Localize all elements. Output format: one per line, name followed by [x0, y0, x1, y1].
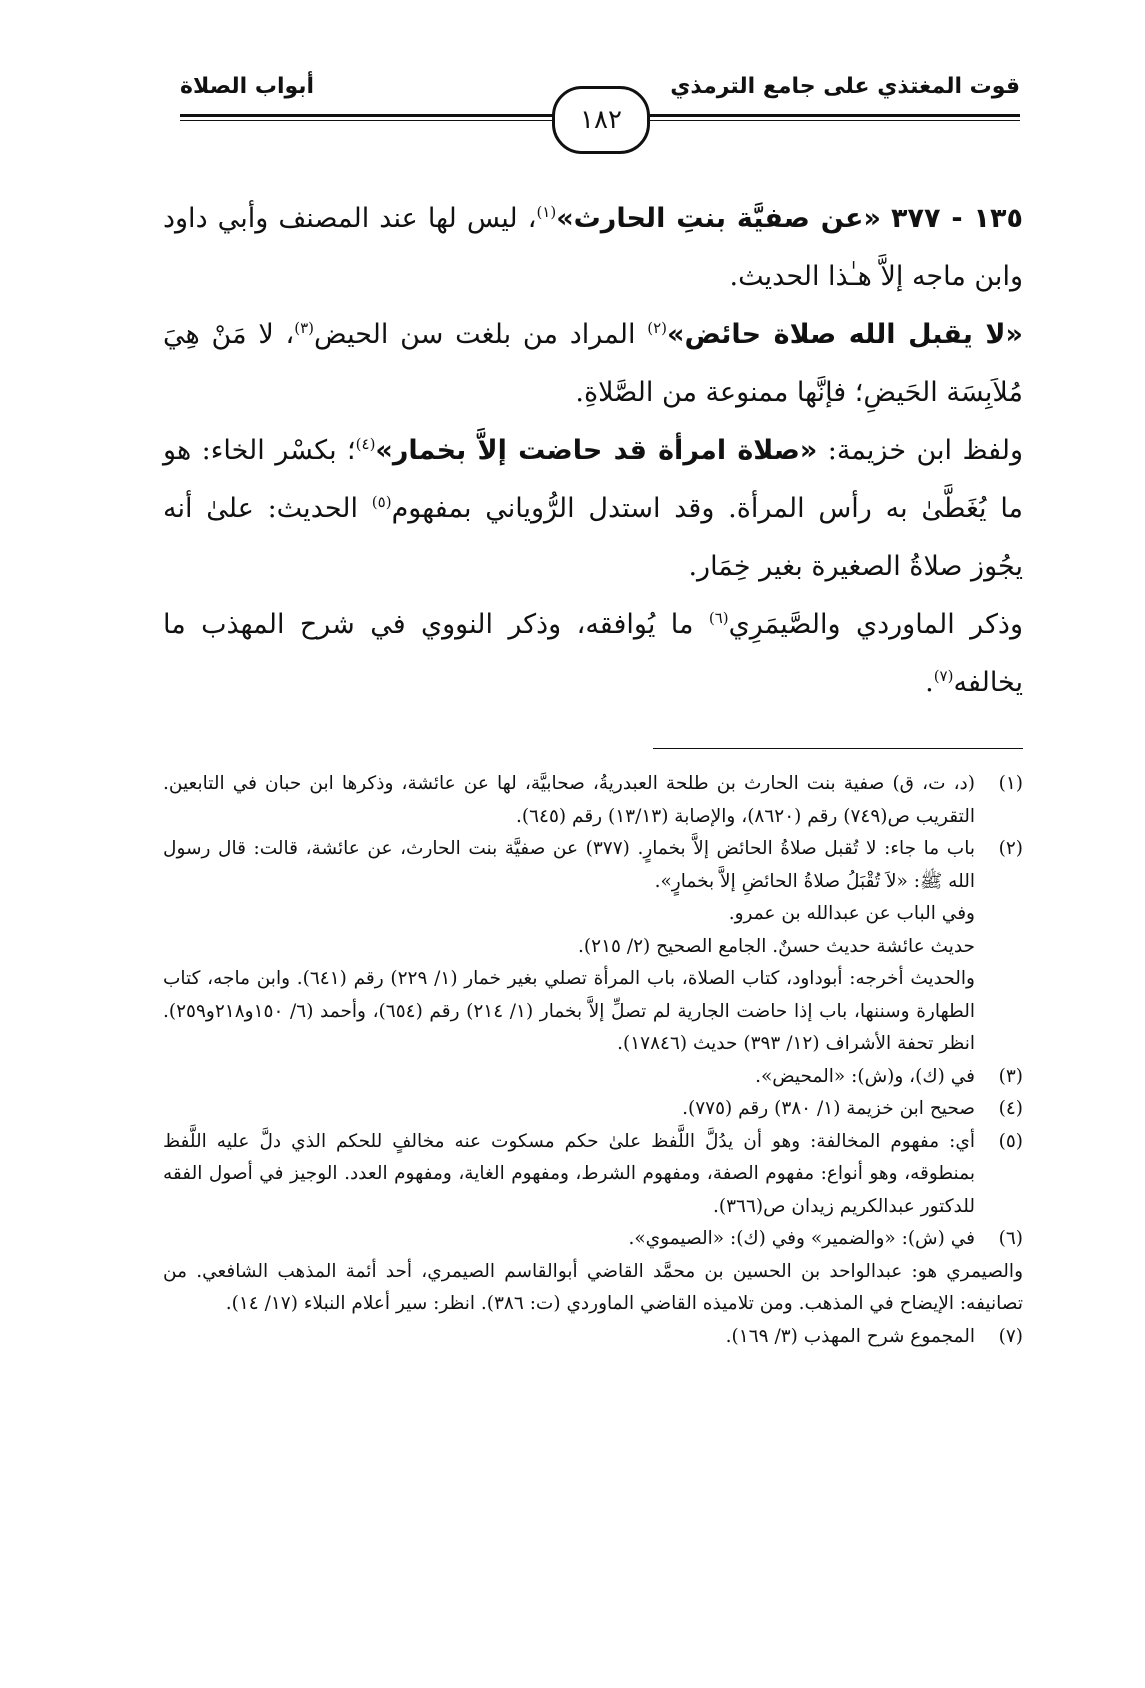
- footnote-text: في (ش): «والضمير» وفي (ك): «الصيموي».: [628, 1228, 975, 1249]
- paragraph-1-text: ، ليس لها عند المصنف وأبي داود وابن ماجه إلاَّ هـٰذا الحديث.: [163, 203, 1023, 292]
- footnote-3: [163, 1061, 1023, 1094]
- footnote-number: (١): [998, 773, 1023, 794]
- paragraph-2-text: المراد من بلغت سن الحيض: [314, 319, 648, 350]
- main-text: [163, 190, 1023, 712]
- footnote-text: صحيح ابن خزيمة (١/ ٣٨٠) رقم (٧٧٥).: [682, 1098, 975, 1119]
- footnote-ref-3[interactable]: (٣): [294, 319, 314, 337]
- footnote-number: (٤): [998, 1098, 1023, 1119]
- footnote-6: [163, 1223, 1023, 1256]
- header-rule-left: [180, 114, 560, 121]
- footnote-number: (٣): [998, 1065, 1023, 1087]
- footnote-number: (٧): [998, 1325, 1023, 1347]
- footnote-number: (٥): [998, 1130, 1023, 1152]
- footnote-number: (٦): [998, 1228, 1023, 1249]
- paragraph-3-start: ولفظ ابن خزيمة:: [817, 435, 1023, 466]
- narrator-quote: «عن صفيَّة بنتِ الحارث»: [556, 203, 881, 234]
- footnote-ref-5[interactable]: (٥): [371, 493, 392, 511]
- footnote-2: [163, 833, 1023, 898]
- book-title: قوت المغتذي على جامع الترمذي: [670, 74, 1020, 99]
- footnote-ref-1[interactable]: (١): [536, 203, 557, 221]
- ibn-khuzayma-quote: «صلاة امرأة قد حاضت إلاَّ بخمار»: [375, 435, 818, 466]
- footnote-text: المجموع شرح المهذب (٣/ ١٦٩).: [725, 1325, 975, 1347]
- footnote-2-line-3: حديث عائشة حديث حسنٌ. الجامع الصحيح (٢/ ٢١٥).: [578, 935, 975, 957]
- paragraph-4-start: وذكر الماوردي والصَّيمَرِي: [728, 609, 1023, 640]
- paragraph-1: [163, 190, 1023, 306]
- footnote-4: [163, 1093, 1023, 1126]
- paragraph-2: [163, 306, 1023, 422]
- footnote-2-line-4: والحديث أخرجه: أبوداود، كتاب الصلاة، باب المرأة تصلي بغير خمار (١/ ٢٢٩) رقم (٦٤١). وابن ماجه، كتاب الطهارة وسننها، باب إذا حاضت الجارية لم تصلِّ إلاَّ بخمار (١/ ٢١٤) رقم (٦٥٤)، وأحمد (٦/ ١٥٠و٢١٨و٢٥٩). انظر تحفة الأشراف (١٢/ ٣٩٣) حديث (١٧٨٤٦).: [163, 968, 975, 1054]
- hadith-number: ١٣٥ - ٣٧٧: [891, 203, 1023, 234]
- paragraph-3-text: ؛ بكسْر الخاء: هو ما يُغَطَّىٰ به رأس المرأة. وقد استدل الرُّوياني بمفهوم: [163, 435, 1024, 524]
- footnote-number: (٢): [998, 838, 1023, 859]
- paragraph-2-rest: ، لا مَنْ هِيَ مُلاَبِسَة الحَيضِ؛ فإنَّها ممنوعة من الصَّلاةِ.: [163, 319, 1023, 408]
- paragraph-3-rest: الحديث: علىٰ أنه يجُوز صلاةُ الصغيرة بغير خِمَار.: [163, 493, 1023, 582]
- footnote-divider: [653, 748, 1023, 749]
- chapter-title: أبواب الصلاة: [180, 74, 315, 99]
- page-header: [180, 70, 1020, 162]
- footnote-ref-4[interactable]: (٤): [355, 435, 376, 453]
- footnote-ref-7[interactable]: (٧): [933, 667, 954, 685]
- footnote-2-line-2: وفي الباب عن عبدالله بن عمرو.: [728, 903, 975, 924]
- footnote-7: [163, 1321, 1023, 1354]
- footnote-ref-6[interactable]: (٦): [708, 609, 729, 627]
- footnotes: [163, 768, 1023, 1353]
- footnote-ref-2[interactable]: (٢): [647, 319, 668, 337]
- paragraph-4-text: ما يُوافقه، وذكر النووي في شرح المهذب ما يخالفه: [163, 609, 1023, 698]
- header-rule-right: [640, 114, 1020, 121]
- footnote-text: أي: مفهوم المخالفة: وهو أن يدُلَّ اللَّفظ علىٰ حكم مسكوت عنه مخالفٍ للحكم الذي دلَّ عليه اللَّفظ بمنطوقه، وهو أنواع: مفهوم الصفة، ومفهوم الشرط، ومفهوم الغاية، ومفهوم العدد. الوجيز في أصول الفقه للدكتور عبدالكريم زيدان ص(٣٦٦).: [163, 1130, 975, 1217]
- footnote-5: [163, 1126, 1023, 1224]
- footnote-text: (د، ت، ق) صفية بنت الحارث بن طلحة العبدريةُ، صحابيَّة، لها عن عائشة، وذكرها ابن حبان في التابعين. التقريب ص(٧٤٩) رقم (٨٦٢٠)، والإصابة (١٣/١٣) رقم (٦٤٥).: [163, 773, 975, 827]
- footnote-text: باب ما جاء: لا تُقبل صلاةُ الحائض إلاَّ بخمارٍ. (٣٧٧) عن صفيَّة بنت الحارث، عن عائشة، قالت: قال رسول الله ﷺ: «لاَ تُقْبَلُ صلاةُ الحائضِ إلاَّ بخمارٍ».: [163, 838, 975, 892]
- paragraph-4-end: .: [925, 667, 934, 698]
- footnote-6-line-2: والصيمري هو: عبدالواحد بن الحسين بن محمَّد القاضي أبوالقاسم الصيمري، أحد أئمة المذهب الشافعي. من تصانيفه: الإيضاح في المذهب. ومن تلاميذه القاضي الماوردي (ت: ٣٨٦). انظر: سير أعلام النبلاء (١٧/ ١٤).: [163, 1260, 1023, 1314]
- footnote-text: في (ك)، و(ش): «المحيض».: [755, 1065, 975, 1087]
- page-number: ١٨٢: [552, 86, 650, 154]
- paragraph-3: [163, 422, 1023, 596]
- paragraph-4: [163, 596, 1023, 712]
- hadith-quote: «لا يقبل الله صلاة حائض»: [667, 319, 1023, 350]
- footnote-1: [163, 768, 1023, 833]
